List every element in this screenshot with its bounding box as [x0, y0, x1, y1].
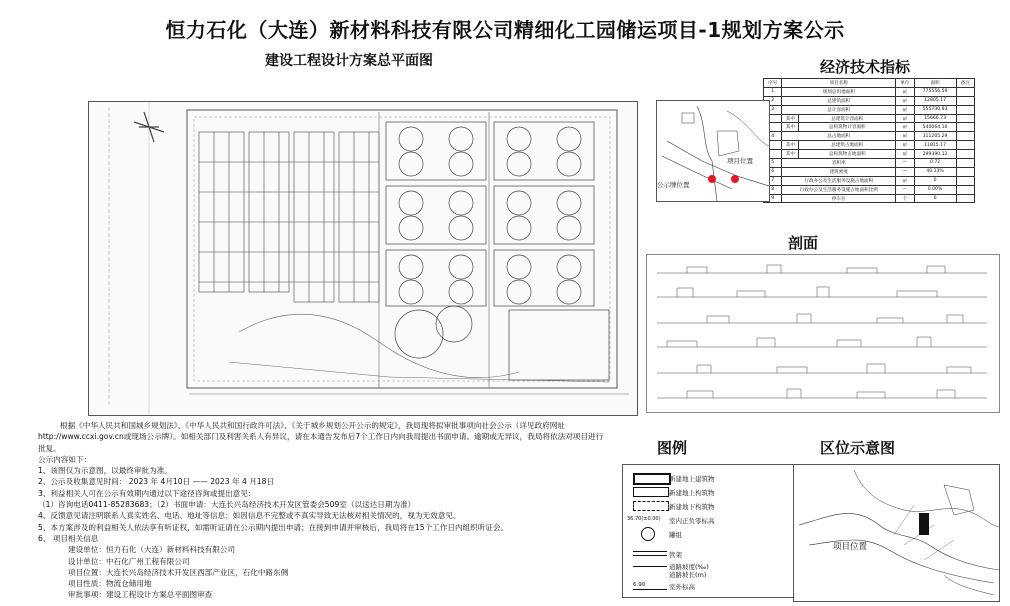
table-row — [764, 96, 975, 105]
item-value: 40.13% — [914, 167, 956, 176]
item-unit: ㎡ — [896, 150, 914, 159]
table-header-row — [764, 79, 975, 88]
notice-item: 4、反馈意见请注明联系人真实姓名、电话、地址等信息；如因信息不完整或不真实导致无法核对相关情况的，视为无效意见。 — [38, 511, 461, 521]
row-number: 2 — [764, 96, 782, 105]
item-name: 总构筑物计容面积 — [799, 123, 896, 132]
table-row — [764, 185, 975, 194]
item-value: 11815.17 — [914, 141, 956, 150]
item-unit: ㎡ — [896, 141, 914, 150]
legend-item: 新建地上构筑物 — [623, 487, 799, 499]
legend-item: 罐组 — [623, 529, 799, 541]
page-title: 恒力石化（大连）新材料科技有限公司精细化工园储运项目-1规划方案公示 — [165, 18, 845, 42]
legend-item: 新建地下构筑物 — [623, 501, 799, 513]
item-note — [956, 114, 974, 123]
item-note — [956, 96, 974, 105]
item-value: 299390.12 — [914, 150, 956, 159]
item-note — [956, 141, 974, 150]
tank-symbol — [641, 527, 655, 541]
item-value: 540064.10 — [914, 123, 956, 132]
item-note — [956, 105, 974, 114]
notice-intro-2: http://www.ccxi.gov.cn或现场公示牌）。如相关部门及利害关系人有异议，请在本通告发布后7个工作日内向我局提出书面申请。逾期或无异议，我局将依法对项目进行 — [38, 432, 604, 442]
table-row — [764, 141, 975, 150]
location-project-label: 项目位置 — [727, 157, 753, 165]
section-drawings-lines — [647, 255, 999, 412]
row-number: 1 — [764, 87, 782, 96]
region-map — [793, 464, 1000, 602]
table-row — [764, 114, 975, 123]
item-name: 总建筑占地面积 — [799, 141, 896, 150]
region-map-lines — [794, 465, 999, 601]
table-row — [764, 167, 975, 176]
notice-item: 1、该图仅为示意图，以最终审批为准。 — [38, 466, 172, 476]
row-number: 4 — [764, 132, 782, 141]
row-number: 7 — [764, 176, 782, 185]
legend-item: 道路坡度(‰) — [623, 561, 799, 573]
item-unit: ㎡ — [896, 176, 914, 185]
notice-item: 5、本方案涉及的利益相关人依法享有听证权，如需听证请在公示期内提出申请；在接到申请并审核后，我局将在15个工作日内组织听证会。 — [38, 522, 509, 532]
item-name: 规划总用地面积 — [782, 87, 896, 96]
table-row — [764, 132, 975, 141]
column-header: 单位 — [896, 79, 914, 88]
item-note — [956, 176, 974, 185]
item-unit: — — [896, 159, 914, 168]
item-name: 停车位 — [782, 194, 896, 203]
road-slope-symbol — [633, 566, 667, 567]
project-info: 项目性质：物流仓储用地 — [68, 579, 152, 589]
item-name: 建筑密度 — [782, 167, 896, 176]
item-name: 总构筑物占地面积 — [799, 150, 896, 159]
notice-item: （1）咨询电话0411-85283683；（2）书面申请：大连长兴岛经济技术开发区管委会509室（以送达日期为准） — [38, 500, 416, 510]
item-unit: 个 — [896, 194, 914, 203]
building-symbol — [633, 473, 671, 485]
project-info: 审批事项：建设工程设计方案总平面图审查 — [68, 590, 213, 600]
region-title: 区位示意图 — [820, 439, 896, 457]
item-unit: ㎡ — [896, 87, 914, 96]
region-project-label: 项目位置 — [833, 542, 868, 552]
notice-item: 6、 项目相关信息 — [38, 533, 99, 543]
item-value: 0.72 — [914, 159, 956, 168]
item-name: 总占地面积 — [782, 132, 896, 141]
underground-symbol — [633, 501, 669, 511]
legend-item: 管架 — [623, 549, 799, 561]
notice-intro: 根据《中华人民共和国城乡规划法》、《中华人民共和国行政许可法》、《关于城乡规划公开公示的规定》，我局现将拟审批事项向社会公示（详见政府网址 — [60, 421, 565, 430]
region-project-marker — [919, 513, 929, 535]
item-name: 总建筑面积 — [782, 96, 896, 105]
drawing-subtitle: 建设工程设计方案总平面图 — [265, 53, 433, 69]
item-unit: — — [896, 185, 914, 194]
project-info: 项目位置：大连长兴岛经济技术开发区西部产业区，石化中路东侧 — [68, 567, 289, 577]
row-number: 8 — [764, 185, 782, 194]
item-value: 0 — [914, 176, 956, 185]
row-number: 3 — [764, 105, 782, 114]
item-value: 12805.17 — [914, 96, 956, 105]
economic-table-body — [764, 87, 975, 203]
site-plan-drawing — [88, 101, 638, 416]
legend-item: 36.70(±0.00) 室内正负零标高 — [627, 516, 715, 525]
item-note — [956, 194, 974, 203]
item-note — [956, 167, 974, 176]
column-header: 面积 — [914, 79, 956, 88]
row-number: 6 — [764, 167, 782, 176]
table-row — [764, 194, 975, 203]
elevation-symbol: 36.70(±0.00) — [627, 516, 661, 522]
economic-table — [763, 78, 975, 203]
legend-item: 新建地上建筑物 — [623, 473, 799, 485]
row-number: 5 — [764, 159, 782, 168]
item-name: 行政办公及生活服务设施占地面积 — [782, 176, 896, 185]
group-label: 其中 — [782, 150, 799, 159]
item-value: 0.00% — [914, 185, 956, 194]
row-number: 9 — [764, 194, 782, 203]
column-header: 备注 — [956, 79, 974, 88]
project-info: 设计单位：中石化广州工程有限公司 — [68, 556, 190, 566]
legend-item: 6.90 室外标高 — [633, 582, 695, 591]
item-note — [956, 159, 974, 168]
group-label: 其中 — [782, 114, 799, 123]
notice-heading: 公示内容如下： — [38, 454, 92, 464]
item-value: 775556.59 — [914, 87, 956, 96]
section-drawings — [646, 254, 1000, 413]
item-name: 总建筑计容面积 — [799, 114, 896, 123]
legend-box — [622, 464, 800, 598]
economic-title: 经济技术指标 — [820, 58, 911, 76]
item-value: 0 — [914, 194, 956, 203]
legend-item: 道路坡长(m) — [669, 571, 707, 579]
column-header: 项目名称 — [782, 79, 896, 88]
notice-intro-3: 批复。 — [38, 443, 61, 453]
item-unit: ㎡ — [896, 123, 914, 132]
item-unit: ㎡ — [896, 132, 914, 141]
group-label: 其中 — [782, 123, 799, 132]
item-name: 总计容面积 — [782, 105, 896, 114]
table-row — [764, 176, 975, 185]
group-label: 其中 — [782, 141, 799, 150]
project-info: 建设单位：恒力石化（大连）新材料科技有限公司 — [68, 545, 236, 555]
item-unit: ㎡ — [896, 114, 914, 123]
item-note — [956, 123, 974, 132]
item-note — [956, 185, 974, 194]
item-name: 行政办公及生活服务设施占地面积比例 — [782, 185, 896, 194]
table-row — [764, 123, 975, 132]
item-value: 555730.83 — [914, 105, 956, 114]
site-plan-lines — [89, 102, 637, 415]
item-unit: — — [896, 167, 914, 176]
notice-item: 2、公示及收集意见时间： 2023 年 4月10日 —— 2023 年 4 月18日 — [38, 477, 275, 487]
project-location-marker — [731, 175, 739, 183]
pipe-rack-symbol — [633, 551, 667, 556]
table-row — [764, 87, 975, 96]
item-unit: ㎡ — [896, 105, 914, 114]
item-note — [956, 132, 974, 141]
notice-text — [38, 420, 658, 601]
location-notice-label: 公示牌位置 — [657, 181, 690, 189]
column-header: 序号 — [764, 79, 782, 88]
table-row — [764, 159, 975, 168]
item-value: 311205.29 — [914, 132, 956, 141]
notice-board-marker — [708, 175, 716, 183]
item-note — [956, 150, 974, 159]
outdoor-elevation-symbol: 6.90 — [633, 582, 667, 590]
legend-title: 图例 — [657, 439, 688, 457]
section-title: 剖面 — [788, 234, 819, 252]
item-unit: ㎡ — [896, 96, 914, 105]
table-row — [764, 105, 975, 114]
item-name: 容积率 — [782, 159, 896, 168]
structure-symbol — [633, 487, 669, 497]
notice-item: 3、利益相关人可在公示有效期内通过以下途径咨询或提出意见： — [38, 488, 256, 498]
table-row — [764, 150, 975, 159]
item-value: 15666.73 — [914, 114, 956, 123]
item-note — [956, 87, 974, 96]
